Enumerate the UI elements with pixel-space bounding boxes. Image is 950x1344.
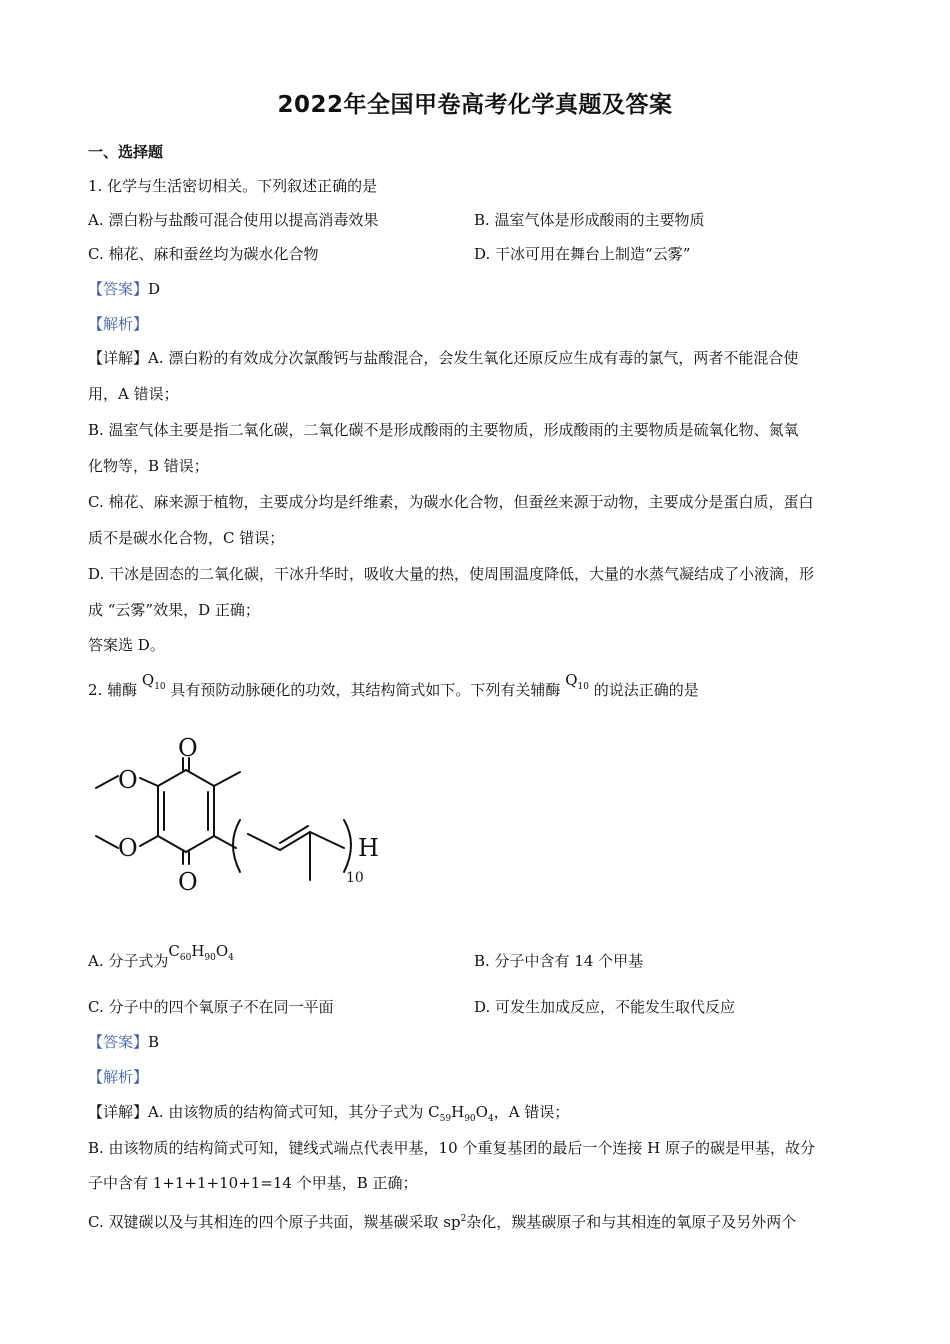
q1-option-d: D. 干冰可用在舞台上制造“云雾” (474, 245, 691, 263)
q1-detail-b2: 化物等，B 错误； (88, 457, 209, 475)
q1-option-c: C. 棉花、麻和蚕丝均为碳水化合物 (88, 245, 319, 263)
q1-detail-d2: 成 “云雾”效果，D 正确； (88, 601, 260, 619)
atom-hydrogen: H (358, 834, 379, 862)
coenzyme-symbol: $Q_{10}$ (141, 671, 166, 692)
q1-option-b: B. 温室气体是形成酸雨的主要物质 (474, 211, 705, 229)
molecular-formula: $C_{60}H_{90}O_4$ (168, 942, 234, 963)
chain-bond (248, 834, 280, 850)
methoxy-bond (140, 836, 158, 846)
detail-tag: 【详解】 (88, 1103, 149, 1121)
q2-stem-part1: 2. 辅酶 (88, 681, 138, 699)
q1-conclusion: 答案选 D。 (88, 636, 165, 654)
q1-detail-a2: 用，A 错误； (88, 385, 179, 403)
detail-tag: 【详解】 (88, 349, 149, 367)
section-heading: 一、选择题 (88, 143, 164, 161)
ring-bond (158, 836, 186, 852)
repeat-bracket-right (344, 820, 351, 872)
repeat-count: 10 (346, 870, 364, 886)
q1-detail-c2: 质不是碳水化合物，C 错误； (88, 529, 285, 547)
methoxy-bond (96, 836, 118, 848)
q1-answer-value: D (148, 280, 161, 298)
atom-oxygen-methoxy: O (118, 834, 138, 862)
answer-tag: 【答案】 (88, 1033, 149, 1051)
q1-detail-b1: B. 温室气体主要是指二氧化碳，二氧化碳不是形成酸雨的主要物质，形成酸雨的主要物质是硫氧化物、氮氧 (88, 421, 799, 439)
q2-detail-c: C. 双键碳以及与其相连的四个原子共面，羰基碳采取 $sp^2$杂化，羰基碳原子和与其相连的氧原子及另外两个 (88, 1213, 797, 1231)
q1-analysis-tag: 【解析】 (88, 315, 149, 333)
atom-oxygen-methoxy: O (118, 766, 138, 794)
q1-option-a: A. 漂白粉与盐酸可混合使用以提高消毒效果 (88, 211, 379, 229)
q2-detail-b2: 子中含有 1+1+1+10+1=14 个甲基，B 正确； (88, 1174, 418, 1192)
q2-option-d: D. 可发生加成反应，不能发生取代反应 (474, 998, 736, 1016)
atom-oxygen-top: O (178, 734, 198, 762)
q2-stem-part3: 的说法正确的是 (593, 681, 699, 699)
answer-tag: 【答案】 (88, 280, 149, 298)
methoxy-bond (96, 776, 118, 788)
q1-detail-line (88, 347, 798, 369)
q2-stem (88, 671, 699, 708)
q2-option-c: C. 分子中的四个氧原子不在同一平面 (88, 998, 334, 1016)
methoxy-bond (140, 778, 158, 786)
ring-bond (158, 770, 186, 786)
q1-detail-d1: D. 干冰是固态的二氧化碳，干冰升华时，吸收大量的热，使周围温度降低，大量的水蒸气凝结成了小液滴，形 (88, 565, 815, 583)
chain-bond (310, 832, 344, 848)
q1-detail-c1: C. 棉花、麻来源于植物，主要成分均是纤维素，为碳水化合物，但蚕丝来源于动物，主要成分是蛋白质，蛋白 (88, 493, 814, 511)
q1-stem: 1. 化学与生活密切相关。下列叙述正确的是 (88, 177, 378, 195)
q2-stem-part2: 具有预防动脉硬化的功效，其结构简式如下。下列有关辅酶 (170, 681, 561, 699)
q1-detail-a1: A. 漂白粉的有效成分次氯酸钙与盐酸混合，会发生氧化还原反应生成有毒的氯气，两者不能混合使 (148, 349, 799, 367)
atom-oxygen-bottom: O (178, 868, 198, 896)
page-title: 2022年全国甲卷高考化学真题及答案 (277, 92, 673, 118)
coenzyme-symbol: $Q_{10}$ (565, 671, 589, 692)
q2-detail-a: 【详解】A. 由该物质的结构简式可知，其分子式为 $C_{59}H_{90}O_4$，A 错误； (88, 1103, 570, 1124)
coenzyme-q10-structure (88, 732, 408, 912)
q1-answer-line (88, 278, 160, 300)
ring-bond (186, 770, 214, 786)
ring-bond (186, 836, 214, 852)
q2-answer-line (88, 1031, 159, 1053)
q2-option-b: B. 分子中含有 14 个甲基 (474, 952, 644, 970)
q2-detail-b1: B. 由该物质的结构简式可知，键线式端点代表甲基，10 个重复基团的最后一个连接 H 原子的碳是甲基，故分 (88, 1139, 816, 1157)
q2-analysis-tag: 【解析】 (88, 1068, 149, 1086)
q2-option-a: A. 分子式为$C_{60}H_{90}O_4$ (88, 942, 234, 970)
q2-answer-value: B (148, 1033, 160, 1051)
methyl-bond (214, 772, 240, 786)
